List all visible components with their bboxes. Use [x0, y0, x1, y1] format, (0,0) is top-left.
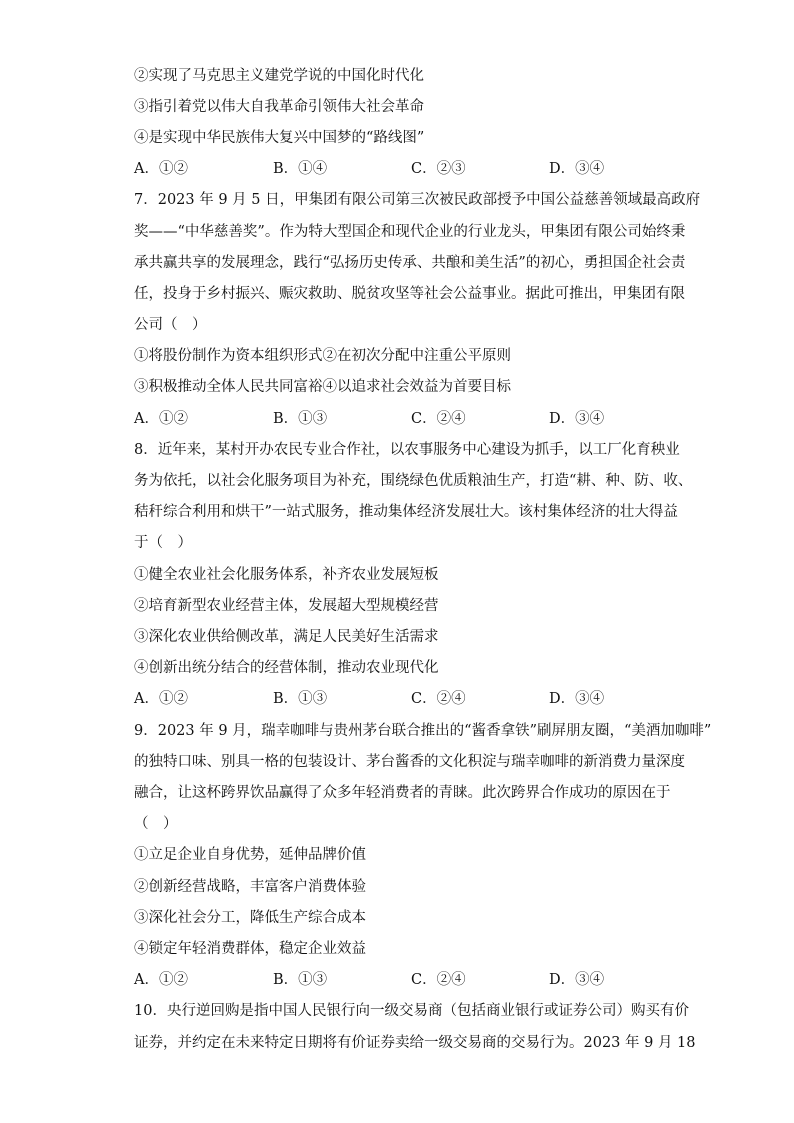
- q8-stem-line-2: 务为依托，以社会化服务项目为补充，围绕绿色优质粮油生产，打造“耕、种、防、收、: [134, 473, 693, 489]
- q7-option-b[interactable]: B．①③: [273, 411, 328, 427]
- q9-stem-line-1: 9．2023 年 9 月，瑞幸咖啡与贵州茅台联合推出的“酱香拿铁”刷屏朋友圈，“美酒加咖啡”: [134, 723, 712, 739]
- q9-option-b[interactable]: B．①③: [273, 972, 328, 988]
- q8-option-c[interactable]: C．②④: [411, 691, 466, 707]
- q6-option-d[interactable]: D．③④: [549, 161, 605, 177]
- q8-option-b[interactable]: B．①③: [273, 691, 328, 707]
- q8-item-4: ④创新出统分结合的经营体制，推动农业现代化: [134, 660, 439, 676]
- q6-item-4: ④是实现中华民族伟大复兴中国梦的“路线图”: [134, 130, 425, 146]
- q9-item-4: ④锁定年轻消费群体，稳定企业效益: [134, 941, 366, 957]
- q8-option-a[interactable]: A．①②: [134, 691, 188, 707]
- q7-stem-line-1: 7．2023 年 9 月 5 日，甲集团有限公司第三次被民政部授予中国公益慈善领域最高政府: [134, 192, 701, 208]
- q10-stem-line-2: 证券，并约定在未来特定日期将有价证券卖给一级交易商的交易行为。2023 年 9 月 18: [134, 1035, 696, 1051]
- q6-option-a[interactable]: A．①②: [134, 161, 188, 177]
- q6-options: [134, 159, 674, 179]
- q9-item-3: ③深化社会分工，降低生产综合成本: [134, 910, 366, 926]
- q8-stem-line-3: 秸秆综合利用和烘干”一站式服务，推动集体经济发展壮大。该村集体经济的壮大得益: [134, 504, 678, 520]
- q7-stem-line-2: 奖——“中华慈善奖”。作为特大型国企和现代企业的行业龙头，甲集团有限公司始终秉: [134, 224, 686, 240]
- q9-option-c[interactable]: C．②④: [411, 972, 466, 988]
- q10-stem-line-1: 10．央行逆回购是指中国人民银行向一级交易商（包括商业银行或证券公司）购买有价: [134, 1003, 689, 1019]
- q9-stem-line-4: （ ）: [134, 816, 178, 832]
- q9-stem-line-2: 的独特口味、别具一格的包装设计、茅台酱香的文化积淀与瑞幸咖啡的新消费力量深度: [134, 754, 685, 770]
- q8-options: [134, 689, 674, 709]
- q6-option-c[interactable]: C．②③: [411, 161, 466, 177]
- q6-option-b[interactable]: B．①④: [273, 161, 328, 177]
- q9-item-2: ②创新经营战略，丰富客户消费体验: [134, 879, 366, 895]
- q7-items-line-1: ①将股份制作为资本组织形式②在初次分配中注重公平原则: [134, 348, 511, 364]
- q7-items-line-2: ③积极推动全体人民共同富裕④以追求社会效益为首要目标: [134, 379, 511, 395]
- q8-stem-line-4: 于（ ）: [134, 535, 192, 551]
- q9-options: [134, 970, 674, 990]
- q7-stem-line-4: 任，投身于乡村振兴、赈灾救助、脱贫攻坚等社会公益事业。据此可推出，甲集团有限: [134, 286, 685, 302]
- q9-item-1: ①立足企业自身优势，延伸品牌价值: [134, 847, 366, 863]
- q6-item-2: ②实现了马克思主义建党学说的中国化时代化: [134, 68, 424, 84]
- q8-item-2: ②培育新型农业经营主体，发展超大型规模经营: [134, 598, 439, 614]
- q7-stem-line-3: 承共赢共享的发展理念，践行“弘扬历史传承、共酿和美生活”的初心，勇担国企社会责: [134, 255, 686, 271]
- q9-option-a[interactable]: A．①②: [134, 972, 188, 988]
- q7-option-c[interactable]: C．②④: [411, 411, 466, 427]
- q8-item-3: ③深化农业供给侧改革，满足人民美好生活需求: [134, 629, 439, 645]
- q6-item-3: ③指引着党以伟大自我革命引领伟大社会革命: [134, 99, 424, 115]
- q7-stem-line-5: 公司（ ）: [134, 317, 207, 333]
- q8-stem-line-1: 8．近年来，某村开办农民专业合作社，以农事服务中心建设为抓手，以工厂化育秧业: [134, 442, 680, 458]
- q8-item-1: ①健全农业社会化服务体系，补齐农业发展短板: [134, 567, 439, 583]
- q7-option-d[interactable]: D．③④: [549, 411, 605, 427]
- q9-stem-line-3: 融合，让这杯跨界饮品赢得了众多年轻消费者的青睐。此次跨界合作成功的原因在于: [134, 785, 671, 801]
- q7-option-a[interactable]: A．①②: [134, 411, 188, 427]
- q9-option-d[interactable]: D．③④: [549, 972, 605, 988]
- q7-options: [134, 409, 674, 429]
- q8-option-d[interactable]: D．③④: [549, 691, 605, 707]
